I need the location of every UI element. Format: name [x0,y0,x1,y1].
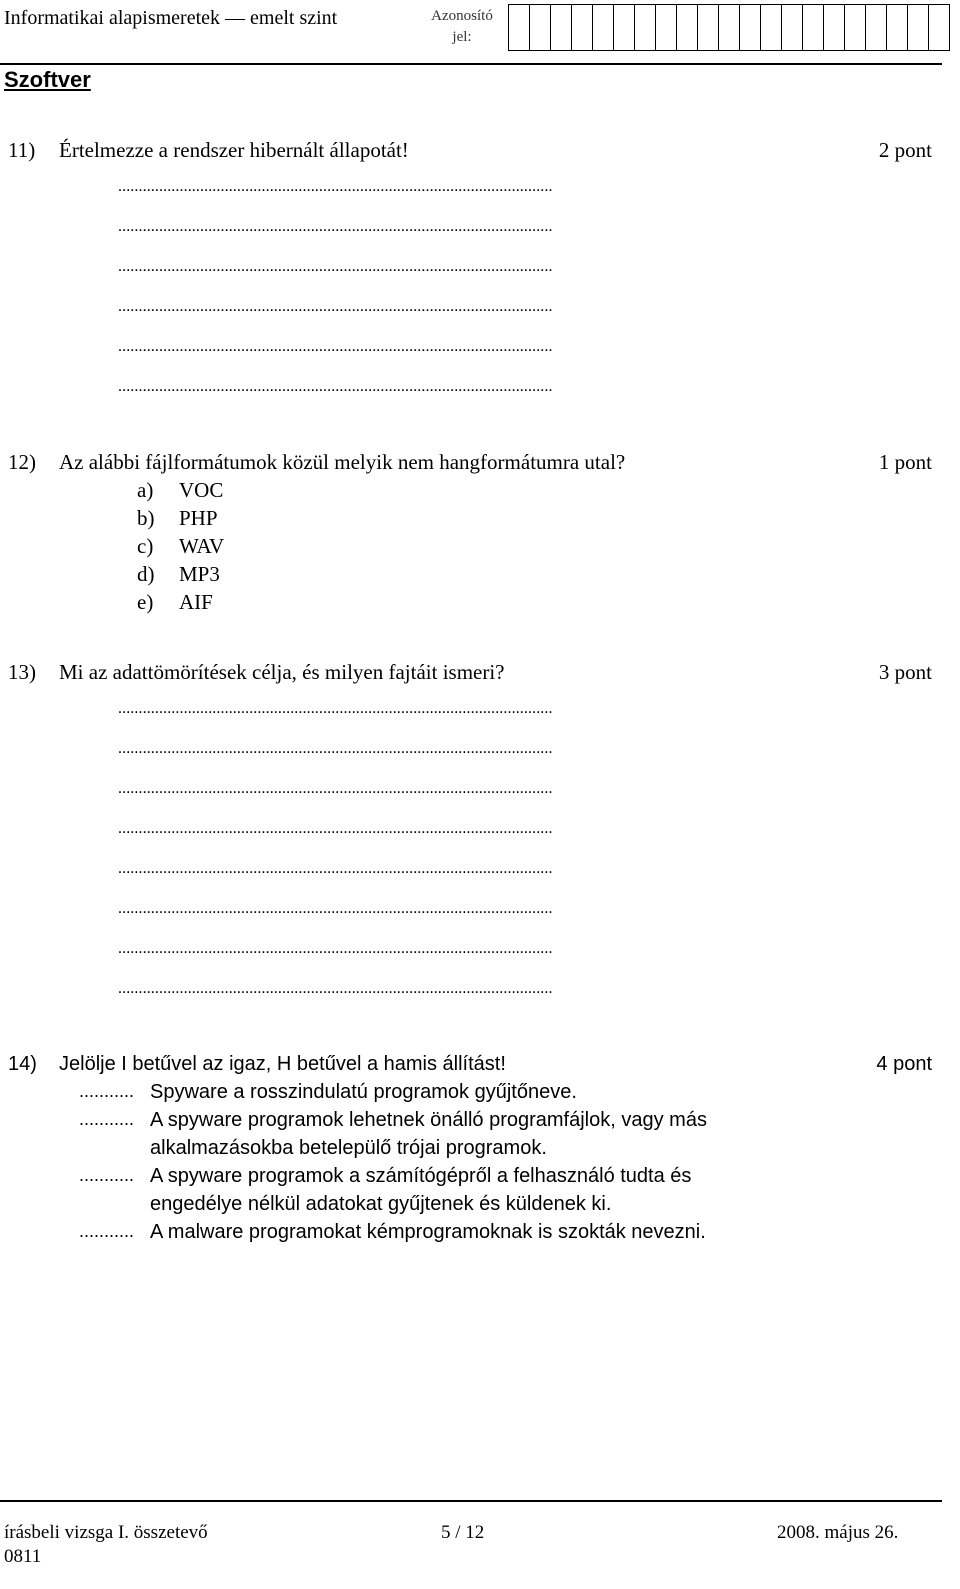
q11-answer-line[interactable]: .......................................................................................................... [118,218,553,235]
q14-statement-3: A spyware programok a számítógépről a felhasználó tudta és [150,1165,692,1187]
id-box[interactable] [529,4,551,51]
q11-answer-line[interactable]: .......................................................................................................... [118,298,553,315]
q11-number: 11) [8,138,36,162]
id-box[interactable] [676,4,698,51]
id-box[interactable] [634,4,656,51]
id-box[interactable] [802,4,824,51]
q14-statement-2-cont: alkalmazásokba betelepülő trójai programok. [150,1137,547,1159]
footer-rule [0,1500,942,1502]
id-box[interactable] [928,4,950,51]
q14-statement-2: A spyware programok lehetnek önálló programfájlok, vagy más [150,1109,707,1131]
q13-number: 13) [8,660,36,684]
id-box[interactable] [781,4,803,51]
id-box[interactable] [613,4,635,51]
q12-option-d-letter[interactable]: d) [137,562,155,586]
q13-points: 3 pont [878,660,932,684]
id-box[interactable] [571,4,593,51]
id-box[interactable] [655,4,677,51]
q11-answer-line[interactable]: .......................................................................................................... [118,258,553,275]
q14-statement-4: A malware programokat kémprogramoknak is szokták nevezni. [150,1221,706,1243]
id-label-line2: jel: [452,29,472,45]
q12-option-b-label[interactable]: PHP [179,506,218,530]
q12-option-c-letter[interactable]: c) [137,534,154,558]
header-rule [0,63,942,65]
footer-code: 0811 [4,1546,42,1567]
q13-answer-line[interactable]: .......................................................................................................... [118,740,553,757]
section-title: Szoftver [4,67,91,92]
id-box[interactable] [886,4,908,51]
header-title: Informatikai alapismeretek — emelt szint [4,7,338,29]
q12-number: 12) [8,450,36,474]
q14-blank[interactable]: ........... [79,1081,135,1101]
q14-blank[interactable]: ........... [79,1109,135,1129]
id-box[interactable] [739,4,761,51]
q13-answer-line[interactable]: .......................................................................................................... [118,700,553,717]
id-box[interactable] [592,4,614,51]
q11-text: Értelmezze a rendszer hibernált állapotát! [59,138,409,162]
footer-left: írásbeli vizsga I. összetevő [4,1522,208,1543]
q12-option-a-label[interactable]: VOC [179,478,224,502]
q13-answer-line[interactable]: .......................................................................................................... [118,900,553,917]
q13-answer-line[interactable]: .......................................................................................................... [118,940,553,957]
q14-blank[interactable]: ........... [79,1221,135,1241]
q14-text: Jelölje I betűvel az igaz, H betűvel a hamis állítást! [59,1053,506,1075]
id-box[interactable] [865,4,887,51]
id-box[interactable] [907,4,929,51]
q11-points: 2 pont [878,138,932,162]
footer-date: 2008. május 26. [777,1522,899,1543]
id-box[interactable] [844,4,866,51]
q12-option-b-letter[interactable]: b) [137,506,155,530]
id-label [422,6,502,48]
id-box[interactable] [718,4,740,51]
id-boxes[interactable] [509,4,950,51]
q12-option-d-label[interactable]: MP3 [179,562,220,586]
q13-answer-line[interactable]: .......................................................................................................... [118,820,553,837]
footer-page: 5 / 12 [441,1522,485,1543]
q14-statement-3-cont: engedélye nélkül adatokat gyűjtenek és küldenek ki. [150,1193,612,1215]
id-box[interactable] [760,4,782,51]
id-box[interactable] [550,4,572,51]
q14-number: 14) [8,1053,37,1075]
q11-answer-line[interactable]: .......................................................................................................... [118,378,553,395]
q13-answer-line[interactable]: .......................................................................................................... [118,780,553,797]
id-box[interactable] [823,4,845,51]
id-label-line1: Azonosító [431,8,493,24]
q12-option-e-label[interactable]: AIF [179,590,213,614]
q12-text: Az alábbi fájlformátumok közül melyik nem hangformátumra utal? [59,450,626,474]
q12-option-c-label[interactable]: WAV [179,534,225,558]
q11-answer-line[interactable]: .......................................................................................................... [118,178,553,195]
q12-option-a-letter[interactable]: a) [137,478,154,502]
q14-blank[interactable]: ........... [79,1165,135,1185]
q14-points: 4 pont [876,1053,932,1075]
q11-answer-line[interactable]: .......................................................................................................... [118,338,553,355]
id-box[interactable] [508,4,530,51]
q14-statement-1: Spyware a rosszindulatú programok gyűjtőneve. [150,1081,577,1103]
q12-option-e-letter[interactable]: e) [137,590,154,614]
q13-answer-line[interactable]: .......................................................................................................... [118,980,553,997]
q13-text: Mi az adattömörítések célja, és milyen fajtáit ismeri? [59,660,505,684]
q13-answer-line[interactable]: .......................................................................................................... [118,860,553,877]
id-box[interactable] [697,4,719,51]
q12-points: 1 pont [878,450,932,474]
